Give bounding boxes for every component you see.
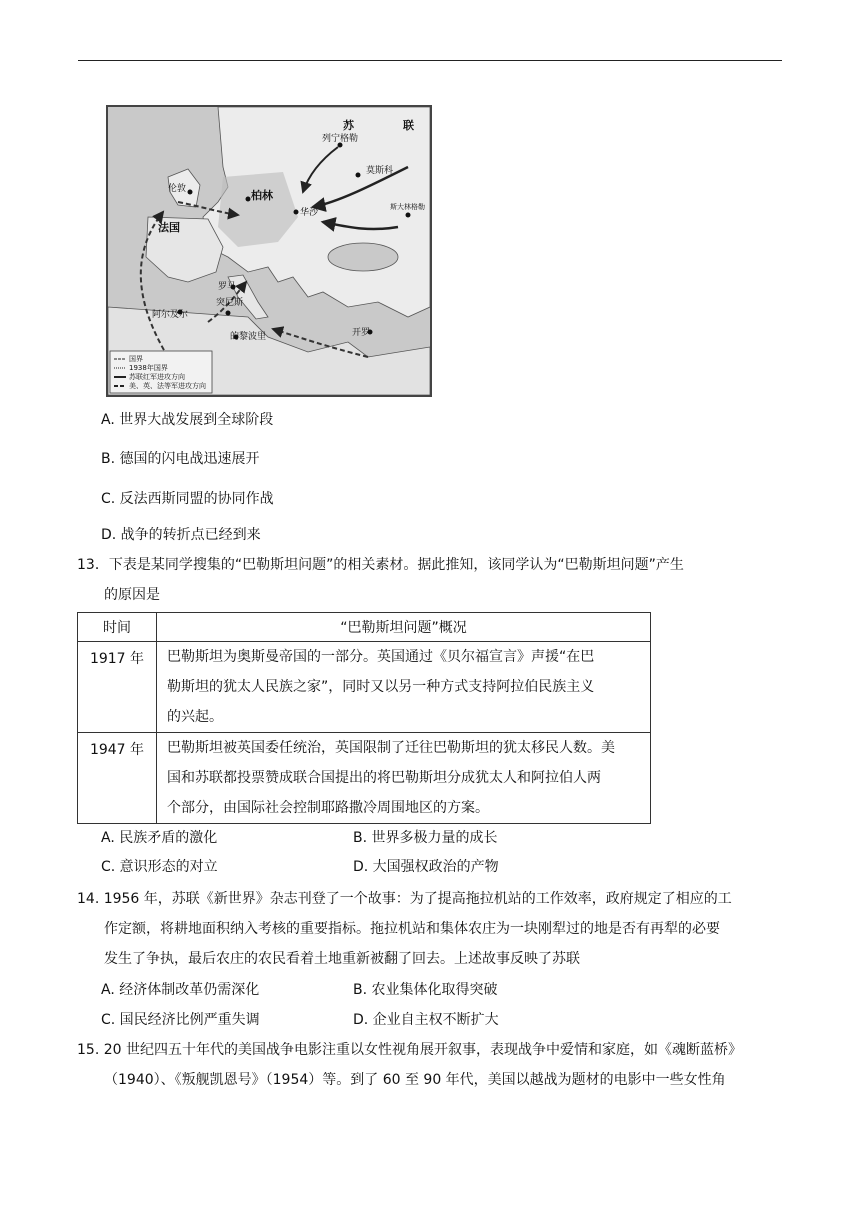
q13-line-2: 的原因是	[104, 587, 160, 603]
map-label-france: 法国	[158, 221, 180, 234]
q14-line-3: 发生了争执，最后农庄的农民看着土地重新被翻了回去。上述故事反映了苏联	[104, 951, 580, 967]
map-label-tripoli: 的黎波里	[230, 332, 267, 342]
table-header-time: 时间	[78, 613, 157, 642]
ww2-europe-map	[106, 105, 432, 397]
map-label-moscow: 莫斯科	[366, 166, 394, 176]
table-cell-desc	[157, 733, 651, 824]
q14-line-2: 作定额，将耕地面积纳入考核的重要指标。拖拉机站和集体农庄为一块刚犁过的地是否有再犁的必要	[104, 921, 720, 937]
map-legend-1938-border: 1938年国界	[129, 364, 168, 372]
map-label-rome: 罗马	[218, 282, 237, 292]
map-label-soviet-b: 联	[403, 119, 414, 132]
table-cell-line: 巴勒斯坦为奥斯曼帝国的一部分。英国通过《贝尔福宣言》声援“在巴	[167, 649, 595, 665]
map-legend-border: 国界	[129, 355, 143, 363]
q15-line-1: 15. 20 世纪四五十年代的美国战争电影注重以女性视角展开叙事，表现战争中爱情和家庭，如《魂断蓝桥》	[77, 1042, 742, 1058]
table-cell-line: 勒斯坦的犹太人民族之家”，同时又以另一种方式支持阿拉伯民族主义	[167, 679, 595, 695]
map-legend-allied-attack: 美、英、法等军进攻方向	[129, 382, 206, 390]
map-label-cairo: 开罗	[352, 328, 371, 338]
q12-option-d: D. 战争的转折点已经到来	[101, 527, 261, 543]
q13-line-1: 13．下表是某同学搜集的“巴勒斯坦问题”的相关素材。据此推知，该同学认为“巴勒斯坦问题”产生	[77, 557, 684, 573]
map-label-warsaw: 华沙	[300, 208, 319, 218]
table-header-row	[78, 613, 651, 642]
map-label-london: 伦敦	[168, 184, 187, 194]
q13-option-a: A. 民族矛盾的激化	[101, 830, 218, 846]
table-cell-line: 巴勒斯坦被英国委任统治，英国限制了迁往巴勒斯坦的犹太移民人数。美	[167, 740, 615, 756]
q13-question	[77, 550, 684, 610]
table-cell-year: 1917 年	[78, 642, 157, 733]
map-legend-soviet-attack: 苏联红军进攻方向	[129, 373, 185, 381]
table-header-overview: “巴勒斯坦问题”概况	[157, 613, 651, 642]
q15-line-2: （1940）、《叛舰凯恩号》（1954）等。到了 60 至 90 年代，美国以越战为题材的电影中一些女性角	[104, 1072, 726, 1088]
q13-option-c: C. 意识形态的对立	[101, 859, 218, 875]
q12-option-b: B. 德国的闪电战迅速展开	[101, 451, 260, 467]
map-label-soviet-a: 苏	[343, 119, 354, 132]
q13-option-d: D. 大国强权政治的产物	[353, 859, 499, 875]
table-cell-line: 的兴起。	[167, 709, 223, 725]
palestine-table	[77, 612, 651, 824]
q12-option-a: A. 世界大战发展到全球阶段	[101, 412, 274, 428]
header-rule	[78, 60, 782, 61]
table-cell-year: 1947 年	[78, 733, 157, 824]
q14-option-c: C. 国民经济比例严重失调	[101, 1012, 260, 1028]
table-cell-line: 国和苏联都投票赞成联合国提出的将巴勒斯坦分成犹太人和阿拉伯人两	[167, 770, 601, 786]
q14-question	[77, 884, 732, 974]
q12-option-c: C. 反法西斯同盟的协同作战	[101, 491, 274, 507]
map-label-tunis: 突尼斯	[216, 298, 244, 308]
q14-option-d: D. 企业自主权不断扩大	[353, 1012, 499, 1028]
map-label-leningrad: 列宁格勒	[322, 134, 359, 144]
map-label-stalingrad: 斯大林格勒	[390, 203, 425, 211]
table-cell-desc	[157, 642, 651, 733]
map-label-algiers: 阿尔及尔	[152, 310, 189, 320]
q14-option-a: A. 经济体制改革仍需深化	[101, 982, 260, 998]
map-label-berlin: 柏林	[251, 189, 273, 202]
table-row	[78, 733, 651, 824]
table-row	[78, 642, 651, 733]
q14-option-b: B. 农业集体化取得突破	[353, 982, 498, 998]
table-cell-line: 个部分，由国际社会控制耶路撒冷周围地区的方案。	[167, 800, 489, 816]
q15-question	[77, 1035, 742, 1095]
q14-line-1: 14. 1956 年，苏联《新世界》杂志刊登了一个故事：为了提高拖拉机站的工作效率，政府规定了相应的工	[77, 891, 732, 907]
q13-option-b: B. 世界多极力量的成长	[353, 830, 498, 846]
map-drawing	[108, 107, 430, 395]
